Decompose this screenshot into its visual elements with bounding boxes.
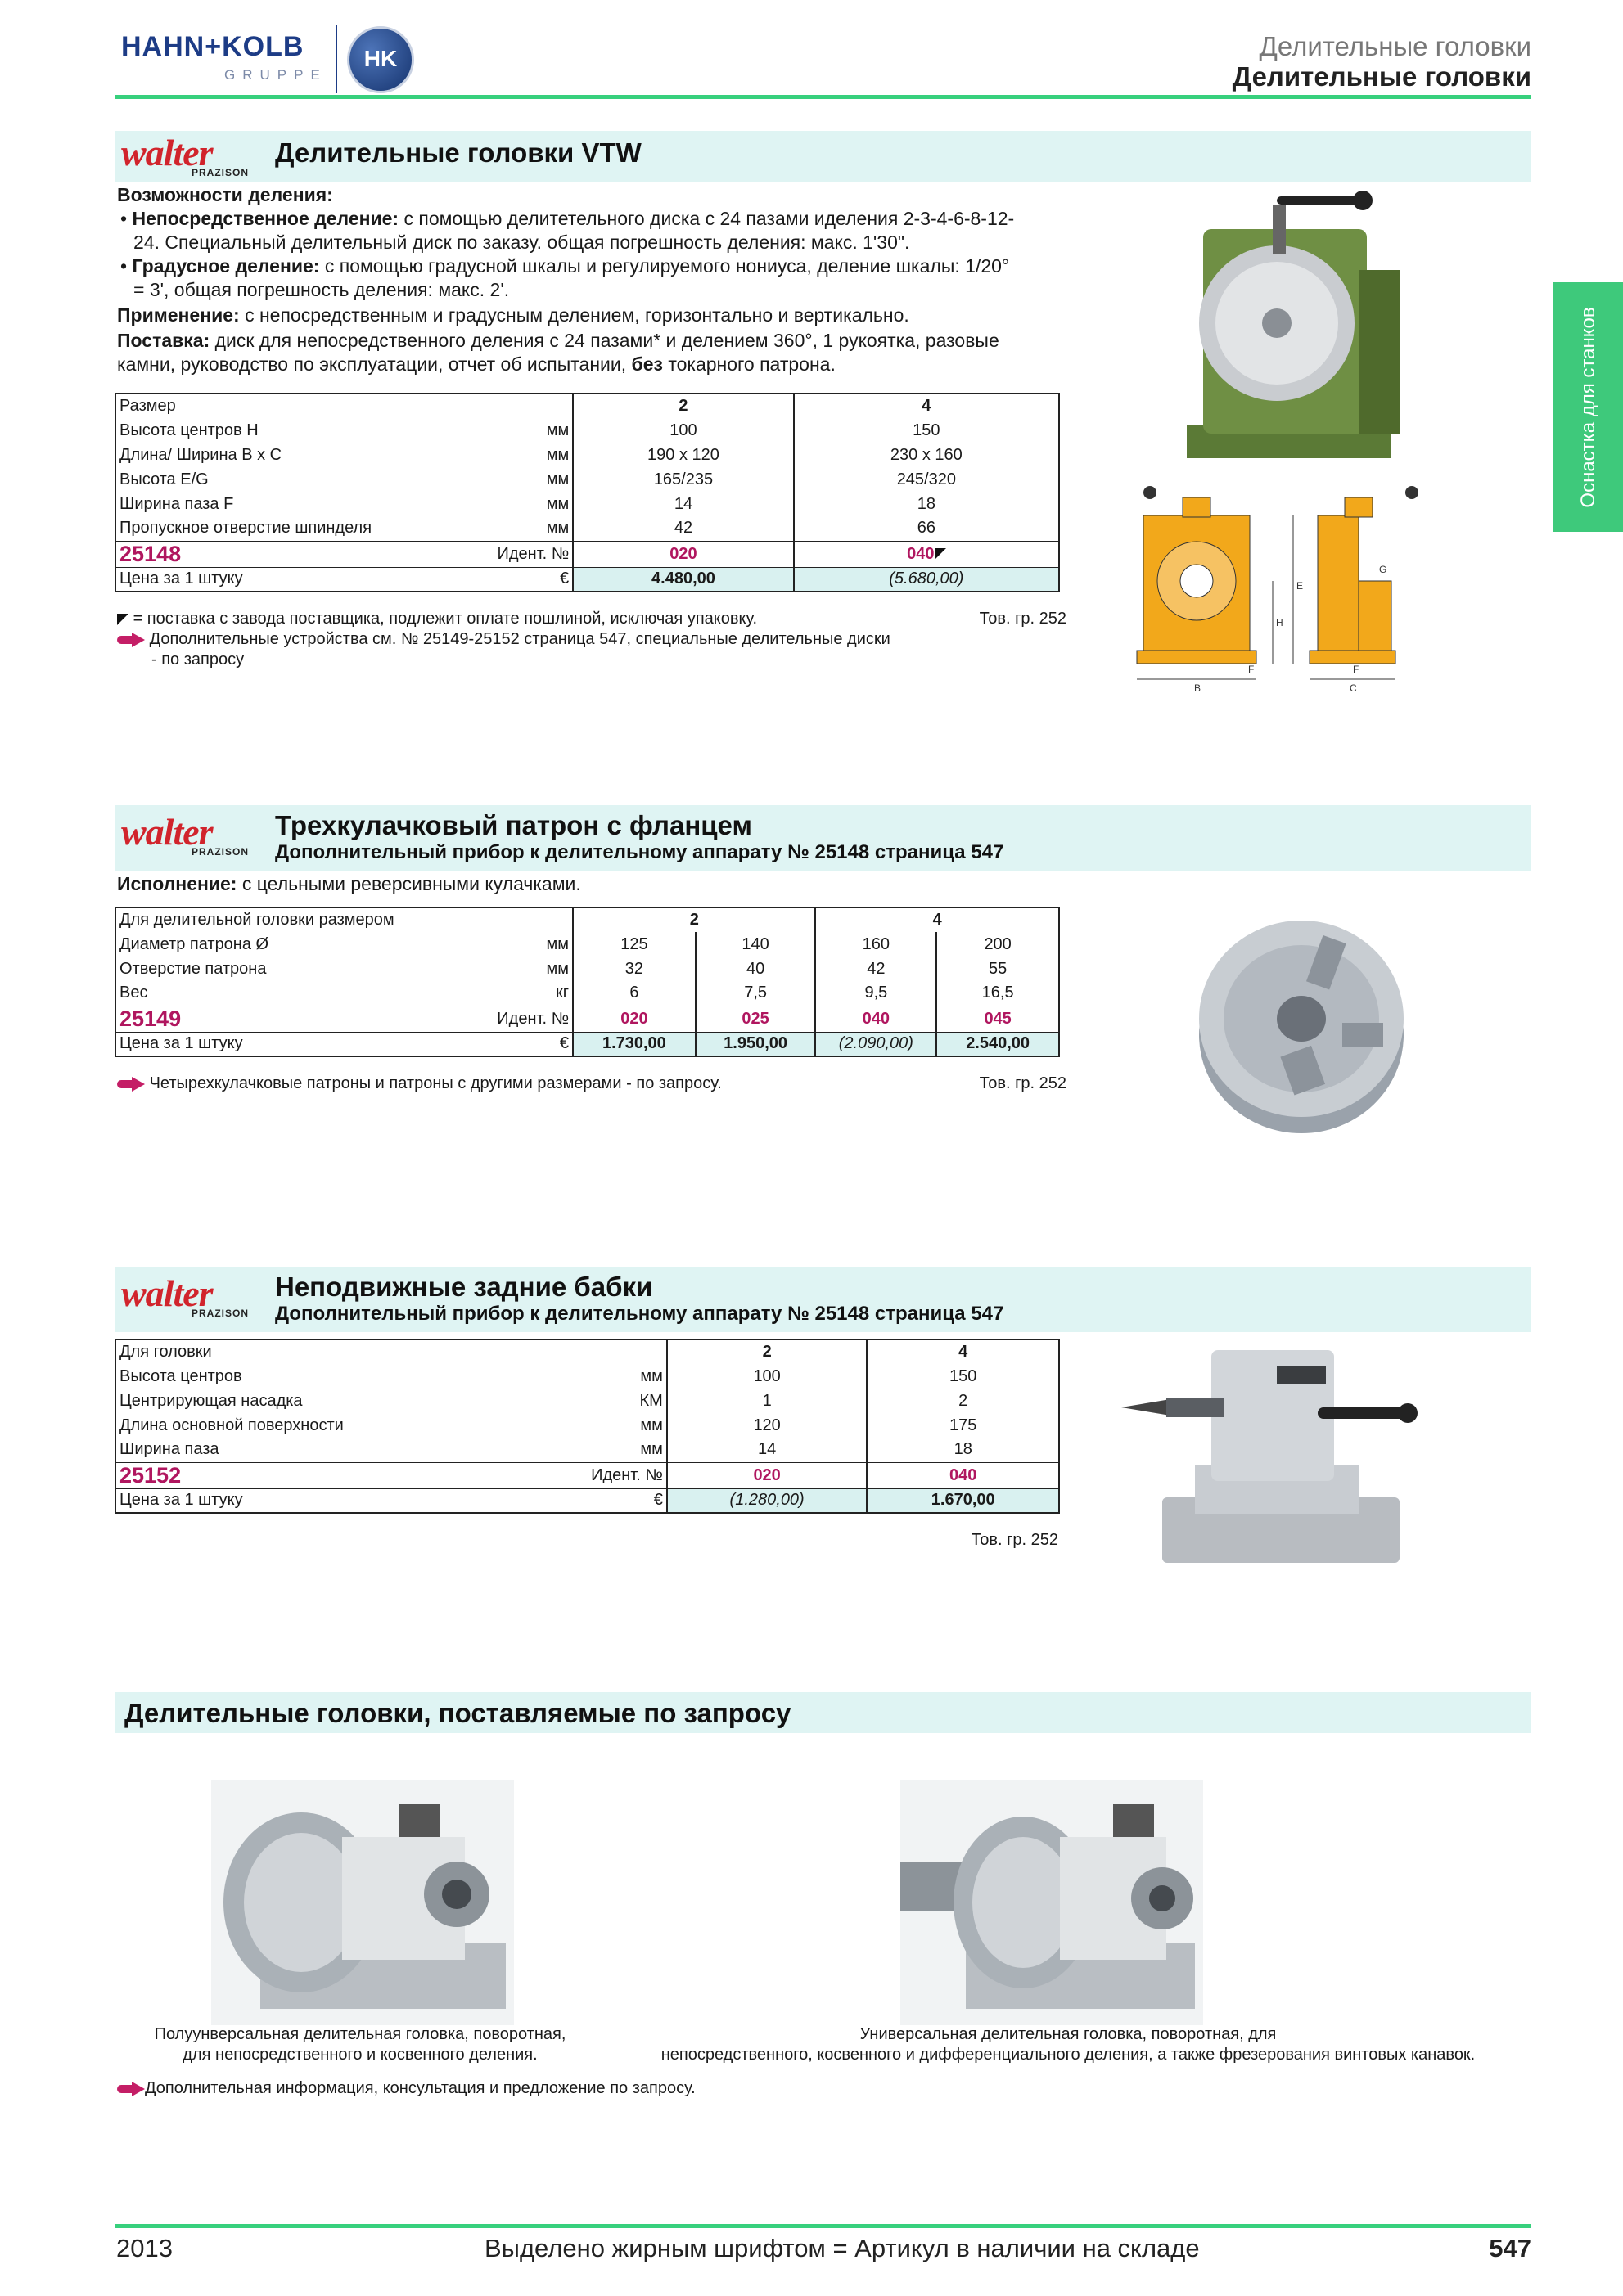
price: 2.540,00 — [936, 1032, 1059, 1056]
chuck-photo — [1170, 892, 1432, 1146]
pointer-arrow-icon — [117, 633, 145, 647]
ident-label: Идент. № — [591, 1465, 663, 1484]
cell: 55 — [936, 957, 1059, 981]
division-lead: Возможности деления: — [117, 184, 333, 205]
caption-semi-universal — [98, 2024, 622, 2065]
table-head-label: Для делительной головки размером — [119, 911, 394, 929]
pointer-arrow-icon — [117, 2082, 145, 2096]
cell: 175 — [867, 1413, 1059, 1438]
row-unit: мм — [546, 494, 570, 513]
cell: 7,5 — [696, 981, 816, 1006]
row-unit: кг — [555, 984, 570, 1002]
table-header-row — [115, 1339, 1059, 1364]
product-group: Тов. гр. 252 — [979, 610, 1066, 628]
pointer-arrow-icon — [117, 1077, 145, 1092]
cell: 2 — [867, 1389, 1059, 1413]
dim-g-label: G — [1379, 564, 1387, 575]
cell: 190 x 120 — [573, 443, 793, 467]
currency: € — [559, 1034, 570, 1053]
dim-e-label: E — [1296, 580, 1304, 592]
section-title: Делительные головки VTW — [275, 137, 642, 168]
brand-logo-walter: walter — [121, 811, 213, 853]
row-unit: мм — [640, 1416, 663, 1434]
row-unit: мм — [546, 445, 570, 464]
section-subtitle: Дополнительный прибор к делительному аппарату № 25148 страница 547 — [275, 1303, 1004, 1325]
row-label: Диаметр патрона Ø — [119, 934, 269, 953]
product-group: Тов. гр. 252 — [979, 1074, 1066, 1092]
brand-logo-walter: walter — [121, 132, 213, 173]
price: 1.950,00 — [696, 1032, 816, 1056]
cell: 160 — [815, 932, 936, 957]
note-factory: = поставка с завода поставщика, подлежит оплате пошлиной, исключая упаковку. — [133, 610, 758, 628]
ident-label: Идент. № — [497, 1009, 570, 1028]
row-label: Вес — [119, 984, 148, 1002]
row-label: Ширина паза F — [119, 494, 234, 513]
section2-notes — [117, 1074, 1066, 1094]
caption-line: Универсальная делительная головка, поворотная, для — [859, 2025, 1277, 2043]
cell: 42 — [815, 957, 936, 981]
size-col: 4 — [867, 1339, 1059, 1364]
product-group: Тов. гр. 252 — [971, 1531, 1058, 1549]
ident-row — [115, 1006, 1059, 1032]
header-rule — [115, 95, 1531, 99]
caption-line: Полуунверсальная делительная головка, поворотная, — [154, 2025, 566, 2043]
table-row — [115, 492, 1059, 516]
section-header-tailstock — [115, 1267, 1531, 1332]
row-label: Пропускное отверстие шпинделя — [119, 519, 372, 538]
spec-table-25148 — [115, 393, 1060, 592]
factory-supply-icon — [935, 548, 946, 560]
table-row — [115, 957, 1059, 981]
section-header-chuck — [115, 805, 1531, 871]
bullet-direct: • Непосредственное деление: с помощью делитетельного диска с 24 пазами иделения 2-3-4-6-8-12- — [120, 208, 1015, 229]
cell: 165/235 — [573, 467, 793, 492]
currency: € — [653, 1491, 663, 1510]
table-row — [115, 467, 1059, 492]
cell: 14 — [667, 1438, 868, 1462]
table-row — [115, 981, 1059, 1006]
row-label: Ширина паза — [119, 1440, 219, 1459]
section-subtitle: Дополнительный прибор к делительному аппарату № 25148 страница 547 — [275, 841, 1004, 863]
ident-label: Идент. № — [497, 544, 570, 563]
price: (2.090,00) — [815, 1032, 936, 1056]
logo-wordmark: HAHN+KOLB — [121, 31, 304, 62]
cell: 42 — [573, 516, 793, 541]
cell: 100 — [667, 1364, 868, 1389]
logo-emblem-icon — [347, 26, 414, 93]
price-label: Цена за 1 штуку — [119, 1491, 243, 1510]
ident-code[interactable]: 020 — [573, 541, 793, 567]
ident-code[interactable]: 020 — [667, 1462, 868, 1488]
cell: 18 — [867, 1438, 1059, 1462]
cell: 125 — [573, 932, 696, 957]
size-group: 2 — [573, 907, 815, 932]
ident-code[interactable]: 025 — [696, 1006, 816, 1032]
size-col: 2 — [667, 1339, 868, 1364]
size-col: 2 — [573, 394, 793, 418]
section1-notes — [117, 609, 1066, 670]
dim-h-label: H — [1276, 617, 1283, 628]
table-row — [115, 932, 1059, 957]
currency: € — [560, 569, 570, 588]
footer-legend: Выделено жирным шрифтом = Артикул в наличии на складе — [485, 2234, 1200, 2262]
price-label: Цена за 1 штуку — [119, 569, 243, 588]
footer-rule — [115, 2224, 1531, 2228]
cell: 200 — [936, 932, 1059, 957]
dimension-drawing — [1134, 483, 1420, 696]
price: 1.670,00 — [867, 1488, 1059, 1513]
row-unit: мм — [546, 934, 570, 953]
brand-logo-sub: PRAZISON — [192, 167, 250, 178]
side-tab-machine-tooling[interactable] — [1553, 282, 1623, 532]
cell: 120 — [667, 1413, 868, 1438]
section1-description — [117, 183, 1066, 376]
ident-row — [115, 541, 1059, 567]
article-number: 25149 — [119, 1006, 182, 1031]
side-tab-label: Оснастка для станков — [1576, 306, 1599, 508]
section-header-on-request — [115, 1692, 1531, 1733]
cell: 6 — [573, 981, 696, 1006]
cell: 40 — [696, 957, 816, 981]
row-unit: КМ — [639, 1391, 663, 1410]
brand-logo-sub: PRAZISON — [192, 1308, 250, 1319]
price: (1.280,00) — [667, 1488, 868, 1513]
price: (5.680,00) — [794, 567, 1059, 592]
cell: 140 — [696, 932, 816, 957]
cell: 14 — [573, 492, 793, 516]
note-info: Дополнительная информация, консультация и предложение по запросу. — [145, 2079, 696, 2097]
price: 4.480,00 — [573, 567, 793, 592]
row-label: Длина/ Ширина B x C — [119, 445, 282, 464]
logo-emblem-letters: HK — [363, 46, 398, 71]
cell: 9,5 — [815, 981, 936, 1006]
table-header-row — [115, 394, 1059, 418]
section-title: Трехкулачковый патрон с фланцем — [275, 810, 752, 840]
brand-logo-sub: PRAZISON — [192, 846, 250, 858]
price-row — [115, 1488, 1059, 1513]
cell: 150 — [794, 418, 1059, 443]
ident-code-with-flag[interactable] — [794, 541, 1059, 567]
ident-code: 040 — [907, 544, 935, 563]
ident-code[interactable]: 040 — [815, 1006, 936, 1032]
section3-notes — [900, 1530, 1058, 1551]
tailstock-photo — [1121, 1334, 1449, 1587]
section-header-vtw — [115, 131, 1531, 182]
price-label: Цена за 1 штуку — [119, 1034, 243, 1053]
universal-head-photo — [900, 1780, 1203, 2025]
row-unit: мм — [546, 421, 570, 439]
header-category: Делительные головки — [1259, 31, 1531, 61]
footer-year: 2013 — [116, 2234, 173, 2262]
cell: 16,5 — [936, 981, 1059, 1006]
table-row — [115, 1413, 1059, 1438]
dim-f-label: F — [1353, 664, 1359, 675]
row-label: Высота центров H — [119, 421, 259, 439]
bullet-direct-cont: 24. Специальный делительный диск по заказу. общая погрешность деления: макс. 1'30". — [133, 232, 910, 253]
application-text: Применение: с непосредственным и градусным делением, горизонтально и вертикально. — [117, 304, 909, 326]
note-accessories-cont: - по запросу — [151, 651, 245, 669]
size-group: 4 — [815, 907, 1059, 932]
section-title: Неподвижные задние бабки — [275, 1272, 653, 1302]
ident-code[interactable]: 040 — [867, 1462, 1059, 1488]
spec-table-25152 — [115, 1339, 1060, 1514]
dim-b-label: B — [1194, 682, 1201, 694]
caption-universal — [606, 2024, 1531, 2065]
row-unit: мм — [546, 519, 570, 538]
table-head-label: Размер — [119, 397, 176, 415]
section4-note — [117, 2078, 1099, 2099]
factory-supply-icon — [117, 614, 128, 625]
row-unit: мм — [640, 1366, 663, 1385]
spec-table-25149 — [115, 907, 1060, 1057]
cell: 18 — [794, 492, 1059, 516]
size-col: 4 — [794, 394, 1059, 418]
cell: 66 — [794, 516, 1059, 541]
row-label: Центрирующая насадка — [119, 1391, 303, 1410]
caption-line: непосредственного, косвенного и дифференциального деления, а также фрезерования винтовых канавок. — [660, 2046, 1476, 2064]
row-label: Длина основной поверхности — [119, 1416, 344, 1434]
article-number: 25148 — [119, 541, 182, 566]
logo-divider — [336, 25, 337, 93]
dim-f-label: F — [1248, 664, 1255, 675]
table-header-row — [115, 907, 1059, 932]
logo-subtext: GRUPPE — [224, 67, 327, 83]
caption-line: для непосредственного и косвенного деления. — [183, 2046, 538, 2064]
bullet-degree: • Градусное деление: с помощью градусной шкалы и регулируемого нониуса, деление шкалы: 1/20° — [120, 255, 1010, 277]
table-row — [115, 1438, 1059, 1462]
table-head-label: Для головки — [119, 1343, 212, 1361]
supply-text: Поставка: диск для непосредственного деления с 24 пазами* и делением 360°, 1 рукоятка, разовые — [117, 330, 999, 351]
row-label: Высота E/G — [119, 470, 209, 488]
cell: 100 — [573, 418, 793, 443]
cell: 245/320 — [794, 467, 1059, 492]
section-title: Делительные головки, поставляемые по запросу — [124, 1698, 791, 1728]
cell: 150 — [867, 1364, 1059, 1389]
bullet-degree-cont: = 3', общая погрешность деления: макс. 2'. — [133, 279, 510, 300]
indexing-head-photo — [1154, 180, 1424, 475]
row-unit: мм — [546, 959, 570, 978]
dim-c-label: C — [1350, 682, 1357, 694]
row-unit: мм — [546, 470, 570, 488]
note-accessories: Дополнительные устройства см. № 25149-25152 страница 547, специальные делительные диски — [149, 630, 890, 648]
ident-row — [115, 1462, 1059, 1488]
row-unit: мм — [640, 1440, 663, 1459]
cell: 32 — [573, 957, 696, 981]
cell: 1 — [667, 1389, 868, 1413]
page-number: 547 — [1489, 2234, 1531, 2262]
row-label: Высота центров — [119, 1366, 242, 1385]
price-row — [115, 1032, 1059, 1056]
execution-text: Исполнение: с цельными реверсивными кулачками. — [117, 873, 581, 894]
article-number: 25152 — [119, 1462, 182, 1488]
row-label: Отверстие патрона — [119, 959, 267, 978]
table-row — [115, 443, 1059, 467]
ident-code[interactable]: 045 — [936, 1006, 1059, 1032]
table-row — [115, 1389, 1059, 1413]
note-chucks: Четырехкулачковые патроны и патроны с другими размерами - по запросу. — [149, 1074, 722, 1092]
table-row — [115, 1364, 1059, 1389]
semi-universal-head-photo — [211, 1780, 514, 2025]
supply-text-cont: камни, руководство по эксплуатации, отчет об испытании, без токарного патрона. — [117, 353, 836, 375]
cell: 230 x 160 — [794, 443, 1059, 467]
table-row — [115, 516, 1059, 541]
price: 1.730,00 — [573, 1032, 696, 1056]
company-logo — [121, 25, 416, 98]
header-subcategory: Делительные головки — [1232, 61, 1531, 92]
table-row — [115, 418, 1059, 443]
price-row — [115, 567, 1059, 592]
ident-code[interactable]: 020 — [573, 1006, 696, 1032]
brand-logo-walter: walter — [121, 1272, 213, 1314]
